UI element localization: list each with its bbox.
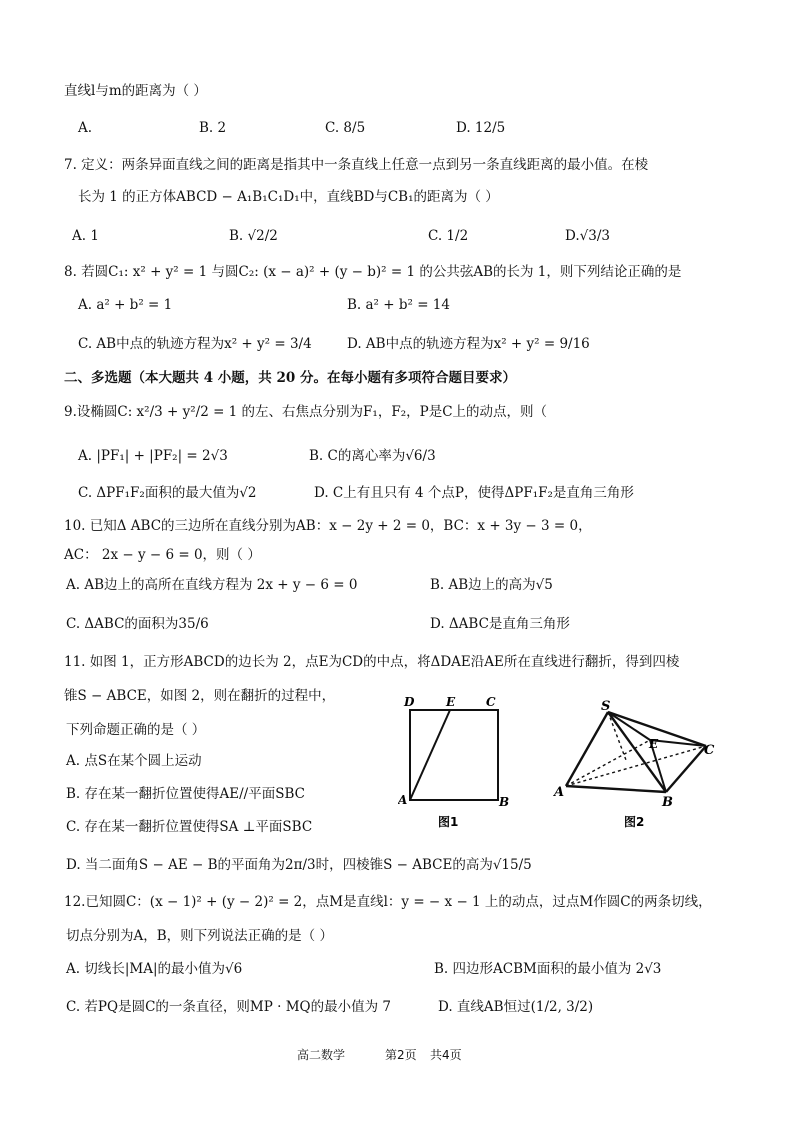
footer-page-number: 第2页 <box>385 1048 417 1062</box>
q11-option-b: B. 存在某一翻折位置使得AE//平面SBC <box>66 786 305 802</box>
q12-option-b: B. 四边形ACBM面积的最小值为 2√3 <box>434 961 662 977</box>
q8-stem: 8. 若圆C₁: x² + y² = 1 与圆C₂: (x − a)² + (y − b)² = 1 的公共弦AB的长为 1，则下列结论正确的是 <box>64 264 682 280</box>
q9-option-a: A. |PF₁| + |PF₂| = 2√3 <box>78 448 228 464</box>
q6-option-d: D. 12/5 <box>456 120 506 136</box>
q9-stem: 9.设椭圆C: x²/3 + y²/2 = 1 的左、右焦点分别为F₁，F₂，P是C上的动点，则（ <box>64 404 548 420</box>
q7-stem-line1: 7. 定义：两条异面直线之间的距离是指其中一条直线上任意一点到另一条直线距离的最小值。在棱 <box>64 157 649 173</box>
q11-option-c: C. 存在某一翻折位置使得SA ⊥平面SBC <box>66 819 313 835</box>
q7-option-c: C. 1/2 <box>428 228 469 244</box>
fig2-caption: 图2 <box>624 815 645 829</box>
q10-stem-line2: AC： 2x − y − 6 = 0，则（ ） <box>64 547 261 563</box>
figure-2-pyramid <box>548 696 728 834</box>
q8-option-b: B. a² + b² = 14 <box>347 297 450 313</box>
q6-option-b: B. 2 <box>199 120 227 136</box>
section-heading-multiple-choice: 二、多选题（本大题共 4 小题，共 20 分。在每小题有多项符合题目要求） <box>64 370 516 386</box>
fig2-label-b: B <box>662 795 673 810</box>
q10-stem-line1: 10. 已知Δ ABC的三边所在直线分别为AB：x − 2y + 2 = 0，BC：x + 3y − 3 = 0， <box>64 518 592 534</box>
fig2-label-s: S <box>601 699 611 714</box>
fig2-label-a: A <box>554 785 565 800</box>
q11-stem-line1: 11. 如图 1，正方形ABCD的边长为 2，点E为CD的中点，将ΔDAE沿AE所在直线进行翻折，得到四棱 <box>64 654 680 670</box>
q11-stem-line2: 锥S − ABCE，如图 2，则在翻折的过程中， <box>64 688 336 704</box>
q11-stem-line3: 下列命题正确的是（ ） <box>66 722 206 738</box>
q12-stem-line1: 12.已知圆C：(x − 1)² + (y − 2)² = 2，点M是直线l：y = − x − 1 上的动点，过点M作圆C的两条切线， <box>64 894 712 910</box>
q9-option-c: C. ΔPF₁F₂面积的最大值为√2 <box>78 485 257 501</box>
q7-option-d: D.√3/3 <box>565 228 610 244</box>
q11-option-a: A. 点S在某个圆上运动 <box>66 753 202 769</box>
q10-option-a: A. AB边上的高所在直线方程为 2x + y − 6 = 0 <box>66 577 358 593</box>
fig1-label-d: D <box>404 695 415 709</box>
footer-subject: 高二数学 <box>297 1048 346 1062</box>
q10-option-b: B. AB边上的高为√5 <box>430 577 553 593</box>
footer-total-pages: 共4页 <box>430 1048 462 1062</box>
q6-option-a: A. <box>78 120 93 136</box>
fig1-label-c: C <box>486 695 496 709</box>
figure-1-square <box>398 694 518 834</box>
q12-option-d: D. 直线AB恒过(1/2, 3/2) <box>438 999 594 1015</box>
q10-option-c: C. ΔABC的面积为35/6 <box>66 616 209 632</box>
q9-option-b: B. C的离心率为√6/3 <box>309 448 436 464</box>
q12-option-c: C. 若PQ是圆C的一条直径，则MP · MQ的最小值为 7 <box>66 999 391 1015</box>
q12-stem-line2: 切点分别为A，B，则下列说法正确的是（ ） <box>66 928 333 944</box>
fig2-label-e: E <box>649 737 659 751</box>
fig1-caption: 图1 <box>438 815 459 829</box>
q8-option-a: A. a² + b² = 1 <box>78 297 173 313</box>
q8-option-c: C. AB中点的轨迹方程为x² + y² = 3/4 <box>78 336 312 352</box>
q9-option-d: D. C上有且只有 4 个点P，使得ΔPF₁F₂是直角三角形 <box>314 485 634 501</box>
q6-option-c: C. 8/5 <box>325 120 366 136</box>
fig1-label-b: B <box>499 795 510 809</box>
q10-option-d: D. ΔABC是直角三角形 <box>430 616 570 632</box>
q6-stem-tail: 直线l与m的距离为（ ） <box>64 83 207 99</box>
fig2-label-c: C <box>704 743 715 758</box>
q8-option-d: D. AB中点的轨迹方程为x² + y² = 9/16 <box>347 336 590 352</box>
q7-option-b: B. √2/2 <box>229 228 278 244</box>
q7-option-a: A. 1 <box>72 228 99 244</box>
fig1-label-e: E <box>446 695 456 709</box>
q11-option-d: D. 当二面角S − AE − B的平面角为2π/3时，四棱锥S − ABCE的高为√15/5 <box>66 857 532 873</box>
q7-stem-line2: 长为 1 的正方体ABCD − A₁B₁C₁D₁中，直线BD与CB₁的距离为（ ） <box>78 189 499 205</box>
fig1-label-a: A <box>398 793 408 807</box>
q12-option-a: A. 切线长|MA|的最小值为√6 <box>66 961 243 977</box>
